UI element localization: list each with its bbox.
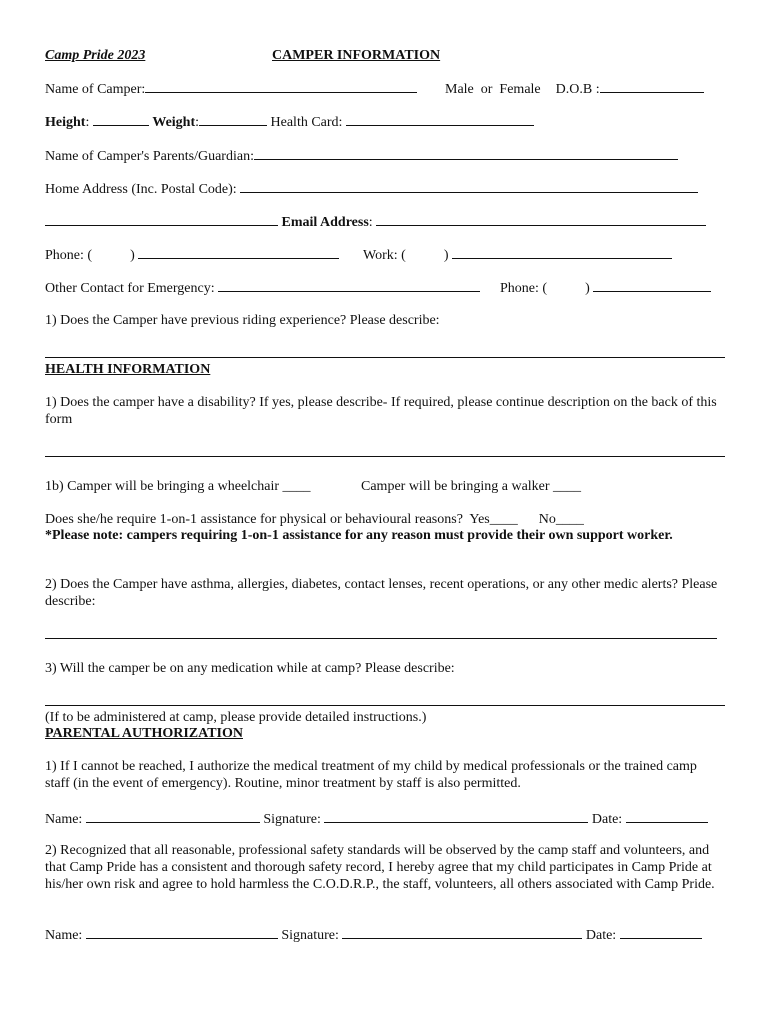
weight-colon: : bbox=[195, 115, 200, 130]
health-heading-wrap bbox=[45, 361, 210, 378]
date-label-2: Date: bbox=[585, 928, 617, 943]
dob-label: D.O.B : bbox=[555, 82, 600, 97]
wheelchair-label: 1b) Camper will be bringing a wheelchair ____ bbox=[45, 479, 311, 494]
work-field[interactable] bbox=[452, 245, 672, 259]
gender-dob-row bbox=[445, 79, 704, 98]
phone-paren: ) bbox=[130, 248, 135, 263]
form-header bbox=[45, 47, 145, 64]
signature-field-2[interactable] bbox=[342, 925, 582, 939]
conditions-answer-line[interactable] bbox=[45, 638, 717, 639]
conditions-question: 2) Does the Camper have asthma, allergies, diabetes, contact lenses, recent operations, or any other medic alerts? Please describe: bbox=[45, 577, 718, 609]
email-label: Email Address bbox=[281, 215, 369, 230]
dob-field[interactable] bbox=[600, 79, 704, 93]
signature-label-2: Signature: bbox=[281, 928, 339, 943]
authorization-clause-1: 1) If I cannot be reached, I authorize the medical treatment of my child by medical professionals or the trained camp staff (in the event of emergency). Routine, minor treatment by staff is also permitted. bbox=[45, 759, 697, 791]
signature-row-1 bbox=[45, 809, 708, 828]
work-paren: ) bbox=[443, 248, 449, 263]
walker-label: Camper will be bringing a walker ____ bbox=[361, 479, 582, 494]
phone-field[interactable] bbox=[138, 245, 339, 259]
section-title-wrap bbox=[272, 47, 440, 64]
riding-question: 1) Does the Camper have previous riding experience? Please describe: bbox=[45, 313, 440, 328]
address-field[interactable] bbox=[240, 179, 698, 193]
camper-name-label: Name of Camper: bbox=[45, 82, 146, 97]
phone-label: Phone: ( bbox=[45, 248, 93, 263]
section-title: CAMPER INFORMATION bbox=[272, 48, 441, 63]
name-label-2: Name: bbox=[45, 928, 83, 943]
riding-answer-line[interactable] bbox=[45, 357, 725, 358]
parents-label: Name of Camper's Parents/Guardian: bbox=[45, 149, 254, 164]
work-row bbox=[363, 245, 672, 264]
assistance-question: Does she/he require 1-on-1 assistance for physical or behavioural reasons? Yes____ No____ bbox=[45, 512, 584, 527]
signature-field-1[interactable] bbox=[324, 809, 588, 823]
health-card-field[interactable] bbox=[346, 112, 534, 126]
emergency-row bbox=[45, 278, 480, 297]
height-label: Height bbox=[45, 115, 86, 130]
gender-label: Male or Female bbox=[445, 82, 541, 97]
weight-label: Weight bbox=[152, 115, 196, 130]
camp-title: Camp Pride 2023 bbox=[45, 48, 146, 63]
camper-name-field[interactable] bbox=[145, 79, 417, 93]
authorization-heading: PARENTAL AUTHORIZATION bbox=[45, 726, 243, 741]
signature-row-2 bbox=[45, 925, 702, 944]
address-line2-field[interactable] bbox=[45, 212, 278, 226]
address-label: Home Address (Inc. Postal Code): bbox=[45, 182, 237, 197]
email-row bbox=[45, 212, 706, 231]
height-weight-row bbox=[45, 112, 534, 131]
disability-question: 1) Does the camper have a disability? If yes, please describe- If required, please continue description on the back of this form bbox=[45, 395, 717, 427]
signature-label-1: Signature: bbox=[263, 812, 321, 827]
emergency-field[interactable] bbox=[218, 278, 480, 292]
emergency-phone-label: Phone: ( bbox=[500, 281, 548, 296]
name-field-1[interactable] bbox=[86, 809, 260, 823]
address-row bbox=[45, 179, 698, 198]
weight-field[interactable] bbox=[199, 112, 267, 126]
authorization-heading-wrap bbox=[45, 725, 243, 742]
phone-row bbox=[45, 245, 339, 264]
disability-answer-line[interactable] bbox=[45, 456, 725, 457]
parents-row bbox=[45, 146, 678, 165]
health-heading: HEALTH INFORMATION bbox=[45, 362, 211, 377]
name-field-2[interactable] bbox=[86, 925, 278, 939]
work-label: Work: ( bbox=[363, 248, 406, 263]
date-field-1[interactable] bbox=[626, 809, 708, 823]
name-label-1: Name: bbox=[45, 812, 83, 827]
emergency-phone-row bbox=[500, 278, 711, 297]
email-field[interactable] bbox=[376, 212, 706, 226]
date-label-1: Date: bbox=[591, 812, 623, 827]
medication-answer-line[interactable] bbox=[45, 705, 725, 706]
parents-field[interactable] bbox=[254, 146, 678, 160]
email-colon: : bbox=[368, 215, 373, 230]
assistance-note: *Please note: campers requiring 1-on-1 assistance for any reason must provide their own support worker. bbox=[45, 528, 673, 543]
date-field-2[interactable] bbox=[620, 925, 702, 939]
height-field[interactable] bbox=[93, 112, 149, 126]
emergency-phone-field[interactable] bbox=[593, 278, 711, 292]
height-colon: : bbox=[85, 115, 90, 130]
camper-name-row bbox=[45, 79, 417, 98]
medication-question: 3) Will the camper be on any medication while at camp? Please describe: bbox=[45, 661, 455, 676]
emergency-phone-paren: ) bbox=[585, 281, 590, 296]
emergency-label: Other Contact for Emergency: bbox=[45, 281, 215, 296]
authorization-clause-2: 2) Recognized that all reasonable, professional safety standards will be observed by the camp staff and volunteers, and that Camp Pride has a consistent and thorough safety record, I hereby agree that my child participates in Camp Pride at his/her own risk and agree to hold harmless the C.O.D.R.P., the staff, volunteers, all others associated with Camp Pride. bbox=[45, 843, 715, 892]
medication-note: (If to be administered at camp, please provide detailed instructions.) bbox=[45, 710, 427, 725]
health-card-label: Health Card: bbox=[270, 115, 343, 130]
